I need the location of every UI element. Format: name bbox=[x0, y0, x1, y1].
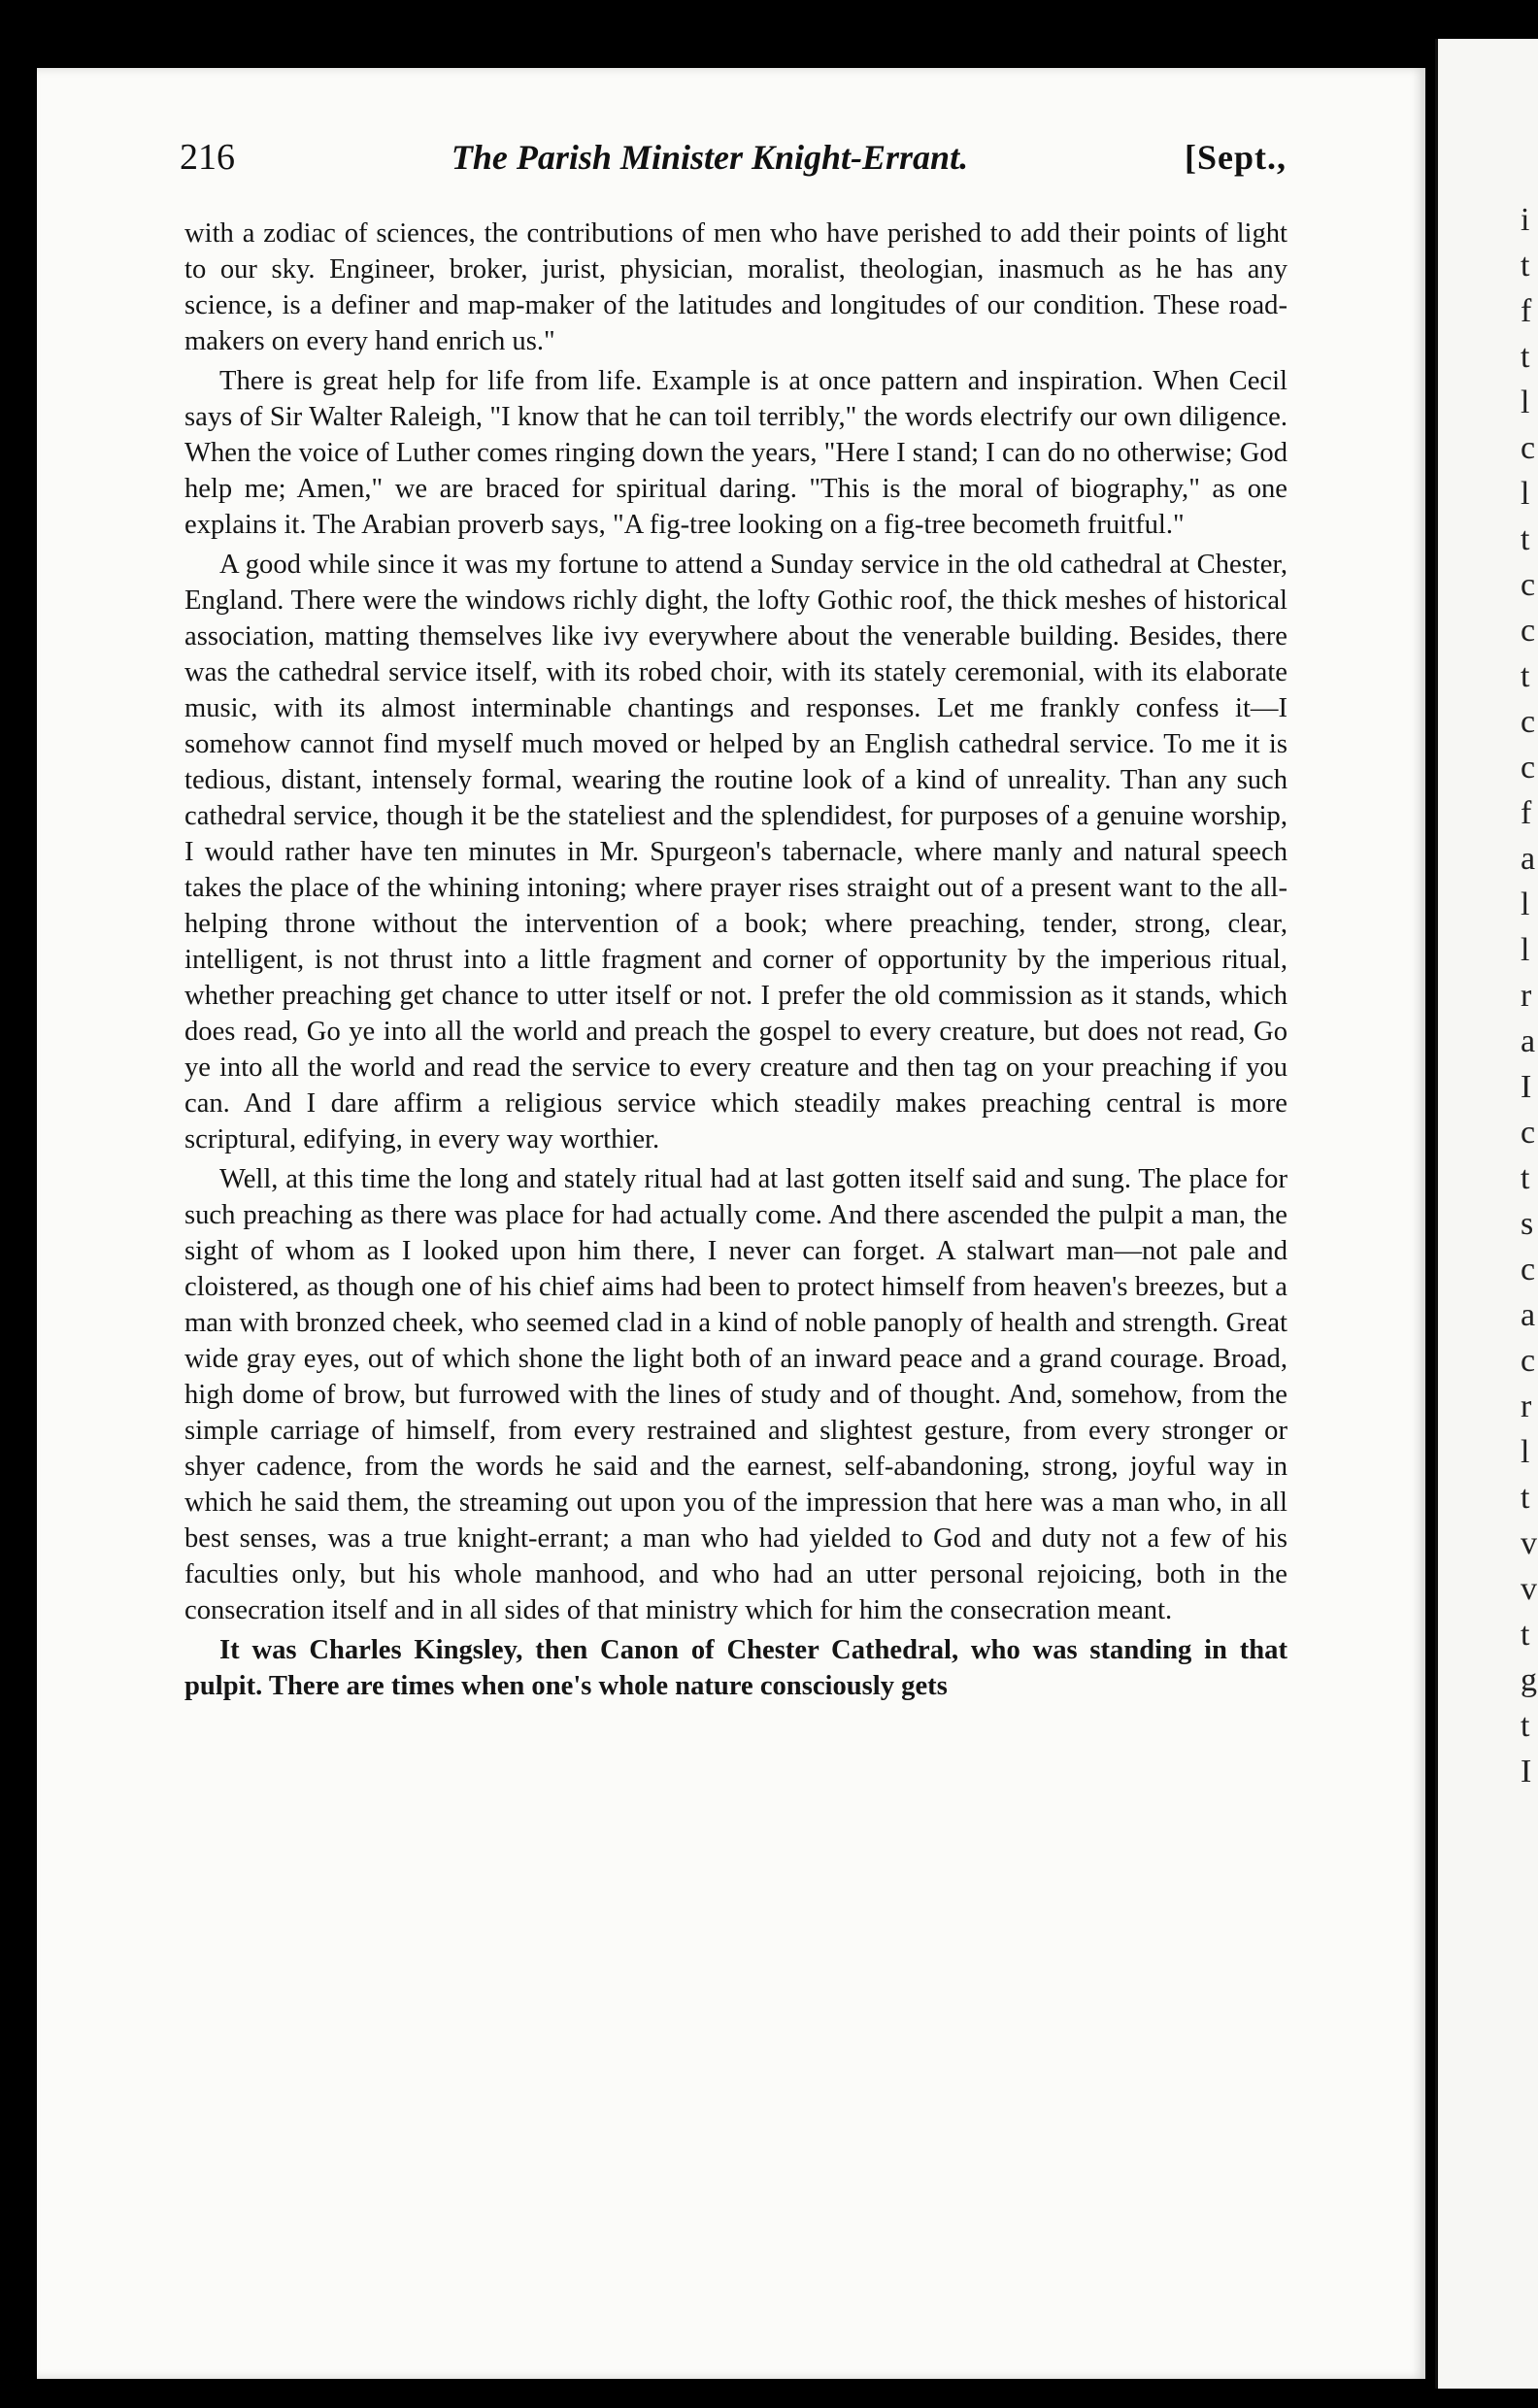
facing-page-glyph: l bbox=[1521, 932, 1530, 968]
facing-page-glyph: c bbox=[1521, 1115, 1536, 1151]
facing-page-glyph: g bbox=[1521, 1662, 1537, 1698]
facing-page-glyph: v bbox=[1521, 1525, 1537, 1561]
facing-page-glyph: l bbox=[1521, 476, 1530, 512]
page-number: 216 bbox=[180, 137, 235, 178]
facing-page-glyph: f bbox=[1521, 795, 1532, 831]
facing-page-glyph: v bbox=[1521, 1571, 1537, 1607]
facing-page-glyph: t bbox=[1521, 1617, 1530, 1653]
paragraph-3: A good while since it was my fortune to attend a Sunday service in the old cathedral at Chester, England. There were the windows richly dight, the lofty Gothic roof, the thick meshes of historical association, matting themselves like ivy everywhere about the venerable building. Besides, there was the cathedral service itself, with its robed choir, with its stately ceremonial, with its elaborate music, with its almost interminable chantings and responses. Let me frankly confess it—I somehow cannot find myself much moved or helped by an English cathedral service. To me it is tedious, distant, intensely formal, wearing the routine look of a kind of unreality. Than any such cathedral service, though it be the stateliest and the splendidest, for purposes of a genuine worship, I would rather have ten minutes in Mr. Spurgeon's tabernacle, where manly and natural speech takes the place of the whining intoning; where prayer rises straight out of a present want to the all-helping throne without the intervention of a book; where preaching, tender, strong, clear, intelligent, is not thrust into a little fragment and corner of opportunity by the imperious ritual, whether preaching get chance to utter itself or not. I prefer the old commission as it stands, which does read, Go ye into all the world and preach the gospel to every creature, but does not read, Go ye into all the world and read the service to every creature and then tag on your preaching if you can. And I dare affirm a religious service which steadily makes preaching central is more scriptural, edifying, in every way worthier. bbox=[184, 550, 1287, 1154]
facing-page-glyph: c bbox=[1521, 430, 1536, 466]
facing-page-glyph: t bbox=[1521, 658, 1530, 694]
facing-page-glyph: t bbox=[1521, 521, 1530, 557]
paragraph-2: There is great help for life from life. Example is at once pattern and inspiration. When Cecil says of Sir Walter Raleigh, "I know that he can toil terribly," the words electrify our own diligence. When the voice of Luther comes ringing down the years, "Here I stand; I can do no otherwise; God help me; Amen," we are braced for spiritual daring. "This is the moral of biography," as one explains it. The Arabian proverb says, "A fig-tree looking on a fig-tree becometh fruitful." bbox=[184, 366, 1287, 540]
facing-page-glyph: l bbox=[1521, 1434, 1530, 1470]
facing-page-glyph: l bbox=[1521, 385, 1530, 420]
facing-page-glyph: c bbox=[1521, 750, 1536, 786]
facing-page-glyph: s bbox=[1521, 1206, 1534, 1242]
facing-page-glyph: t bbox=[1521, 248, 1530, 284]
facing-page-glyph: c bbox=[1521, 704, 1536, 740]
facing-page-glyph: I bbox=[1521, 1069, 1532, 1105]
facing-page-glyph: a bbox=[1521, 1023, 1536, 1059]
running-title: The Parish Minister Knight-Errant. bbox=[451, 138, 969, 177]
facing-page-glyph: t bbox=[1521, 339, 1530, 375]
facing-page-glyph: a bbox=[1521, 841, 1536, 877]
facing-page-glyph: a bbox=[1521, 1297, 1536, 1333]
section-mark: [Sept., bbox=[1184, 138, 1287, 177]
facing-page-glyph: c bbox=[1521, 613, 1536, 649]
paragraph-4: Well, at this time the long and stately ritual had at last gotten itself said and sung. The place for such preaching as there was place for had actually come. And there ascended the pulpit a man, the sight of whom as I looked upon him there, I never can forget. A stalwart man—not pale and cloistered, as though one of his chief aims had been to protect himself from heaven's breezes, but a man with bronzed cheek, who seemed clad in a kind of noble panoply of health and strength. Great wide gray eyes, out of which shone the light both of an inward peace and a grand courage. Broad, high dome of brow, but furrowed with the lines of study and of thought. And, somehow, from the simple carriage of himself, from every restrained and slightest gesture, from every stronger or shyer cadence, from the words he said and the earnest, self-abandoning, strong, joyful way in which he said them, the streaming out upon you of the impression that here was a man who, in all best senses, was a true knight-errant; a man who had yielded to God and duty not a few of his faculties only, but his whole manhood, and who had an utter personal rejoicing, both in the consecration itself and in all sides of that ministry which for him the consecration meant. bbox=[184, 1164, 1287, 1625]
facing-page-glyph: t bbox=[1521, 1160, 1530, 1196]
body-text bbox=[184, 216, 1287, 1708]
paragraph-5: It was Charles Kingsley, then Canon of Chester Cathedral, who was standing in that pulpit. There are times when one's whole nature consciously gets bbox=[184, 1635, 1287, 1701]
facing-page-glyph: r bbox=[1521, 978, 1532, 1014]
facing-page-glyph: c bbox=[1521, 1343, 1536, 1379]
facing-page-glyph: i bbox=[1521, 202, 1530, 238]
paragraph-1: with a zodiac of sciences, the contributions of men who have perished to add their points of light to our sky. Engineer, broker, jurist, physician, moralist, theologian, inasmuch as he has any science, is a definer and map-maker of the latitudes and longitudes of our condition. These road-makers on every hand enrich us." bbox=[184, 218, 1287, 356]
facing-page-glyph: l bbox=[1521, 886, 1530, 922]
facing-page-glyph: c bbox=[1521, 1252, 1536, 1288]
facing-page-glyph: f bbox=[1521, 293, 1532, 329]
facing-page-glyph: t bbox=[1521, 1480, 1530, 1516]
facing-page-glyph: r bbox=[1521, 1388, 1532, 1424]
running-header bbox=[180, 136, 1287, 179]
facing-page-glyph: c bbox=[1521, 567, 1536, 603]
facing-page-glyphs bbox=[1521, 204, 1537, 1789]
facing-page-glyph: I bbox=[1521, 1754, 1532, 1789]
facing-page-glyph: t bbox=[1521, 1708, 1530, 1744]
